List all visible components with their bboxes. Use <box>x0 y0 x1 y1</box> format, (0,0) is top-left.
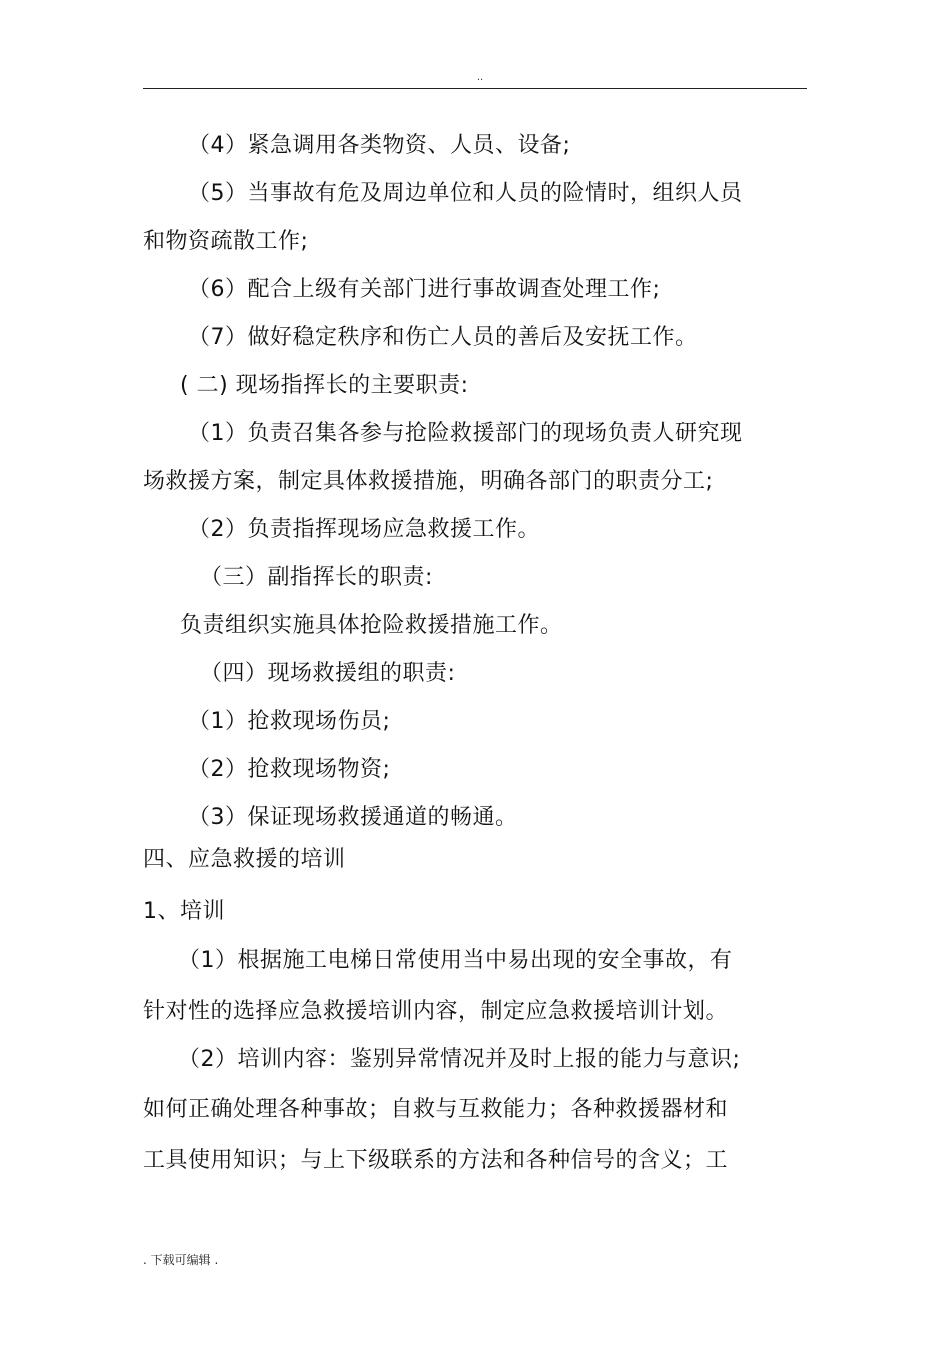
text-line: 工具使用知识；与上下级联系的方法和各种信号的含义；工 <box>143 1148 729 1173</box>
text-line: 针对性的选择应急救援培训内容，制定应急救援培训计划。 <box>143 999 729 1024</box>
text-line: （2）抢救现场物资; <box>188 757 391 782</box>
text-line: （1）根据施工电梯日常使用当中易出现的安全事故，有 <box>178 948 733 973</box>
section-heading: ( 二) 现场指挥长的主要职责: <box>180 373 469 398</box>
section-heading: （三）副指挥长的职责: <box>200 565 433 590</box>
text-line: （3）保证现场救援通道的畅通。 <box>188 805 518 830</box>
text-line: 场救援方案，制定具体救援措施，明确各部门的职责分工; <box>143 469 714 494</box>
section-heading: （四）现场救援组的职责: <box>200 661 456 686</box>
text-line: （5）当事故有危及周边单位和人员的险情时，组织人员 <box>188 181 743 206</box>
text-line: 如何正确处理各种事故；自救与互救能力；各种救援器材和 <box>143 1097 729 1122</box>
text-line: （2）培训内容：鉴别异常情况并及时上报的能力与意识; <box>178 1047 741 1072</box>
chapter-heading: 四、应急救援的培训 <box>143 847 346 872</box>
subsection-heading: 1、培训 <box>143 899 225 924</box>
text-line: （6）配合上级有关部门进行事故调查处理工作; <box>188 277 661 302</box>
text-line: 和物资疏散工作; <box>143 229 309 254</box>
text-line: （1）负责召集各参与抢险救援部门的现场负责人研究现 <box>188 421 743 446</box>
header-mark: .. <box>476 72 484 83</box>
text-line: 负责组织实施具体抢险救援措施工作。 <box>180 613 563 638</box>
text-line: （1）抢救现场伤员; <box>188 709 391 734</box>
text-line: （4）紧急调用各类物资、人员、设备; <box>188 133 571 158</box>
footer-text: . 下载可编辑 . <box>143 1253 219 1267</box>
text-line: （2）负责指挥现场应急救援工作。 <box>188 517 540 542</box>
text-line: （7）做好稳定秩序和伤亡人员的善后及安抚工作。 <box>188 325 698 350</box>
header-rule <box>143 88 807 89</box>
